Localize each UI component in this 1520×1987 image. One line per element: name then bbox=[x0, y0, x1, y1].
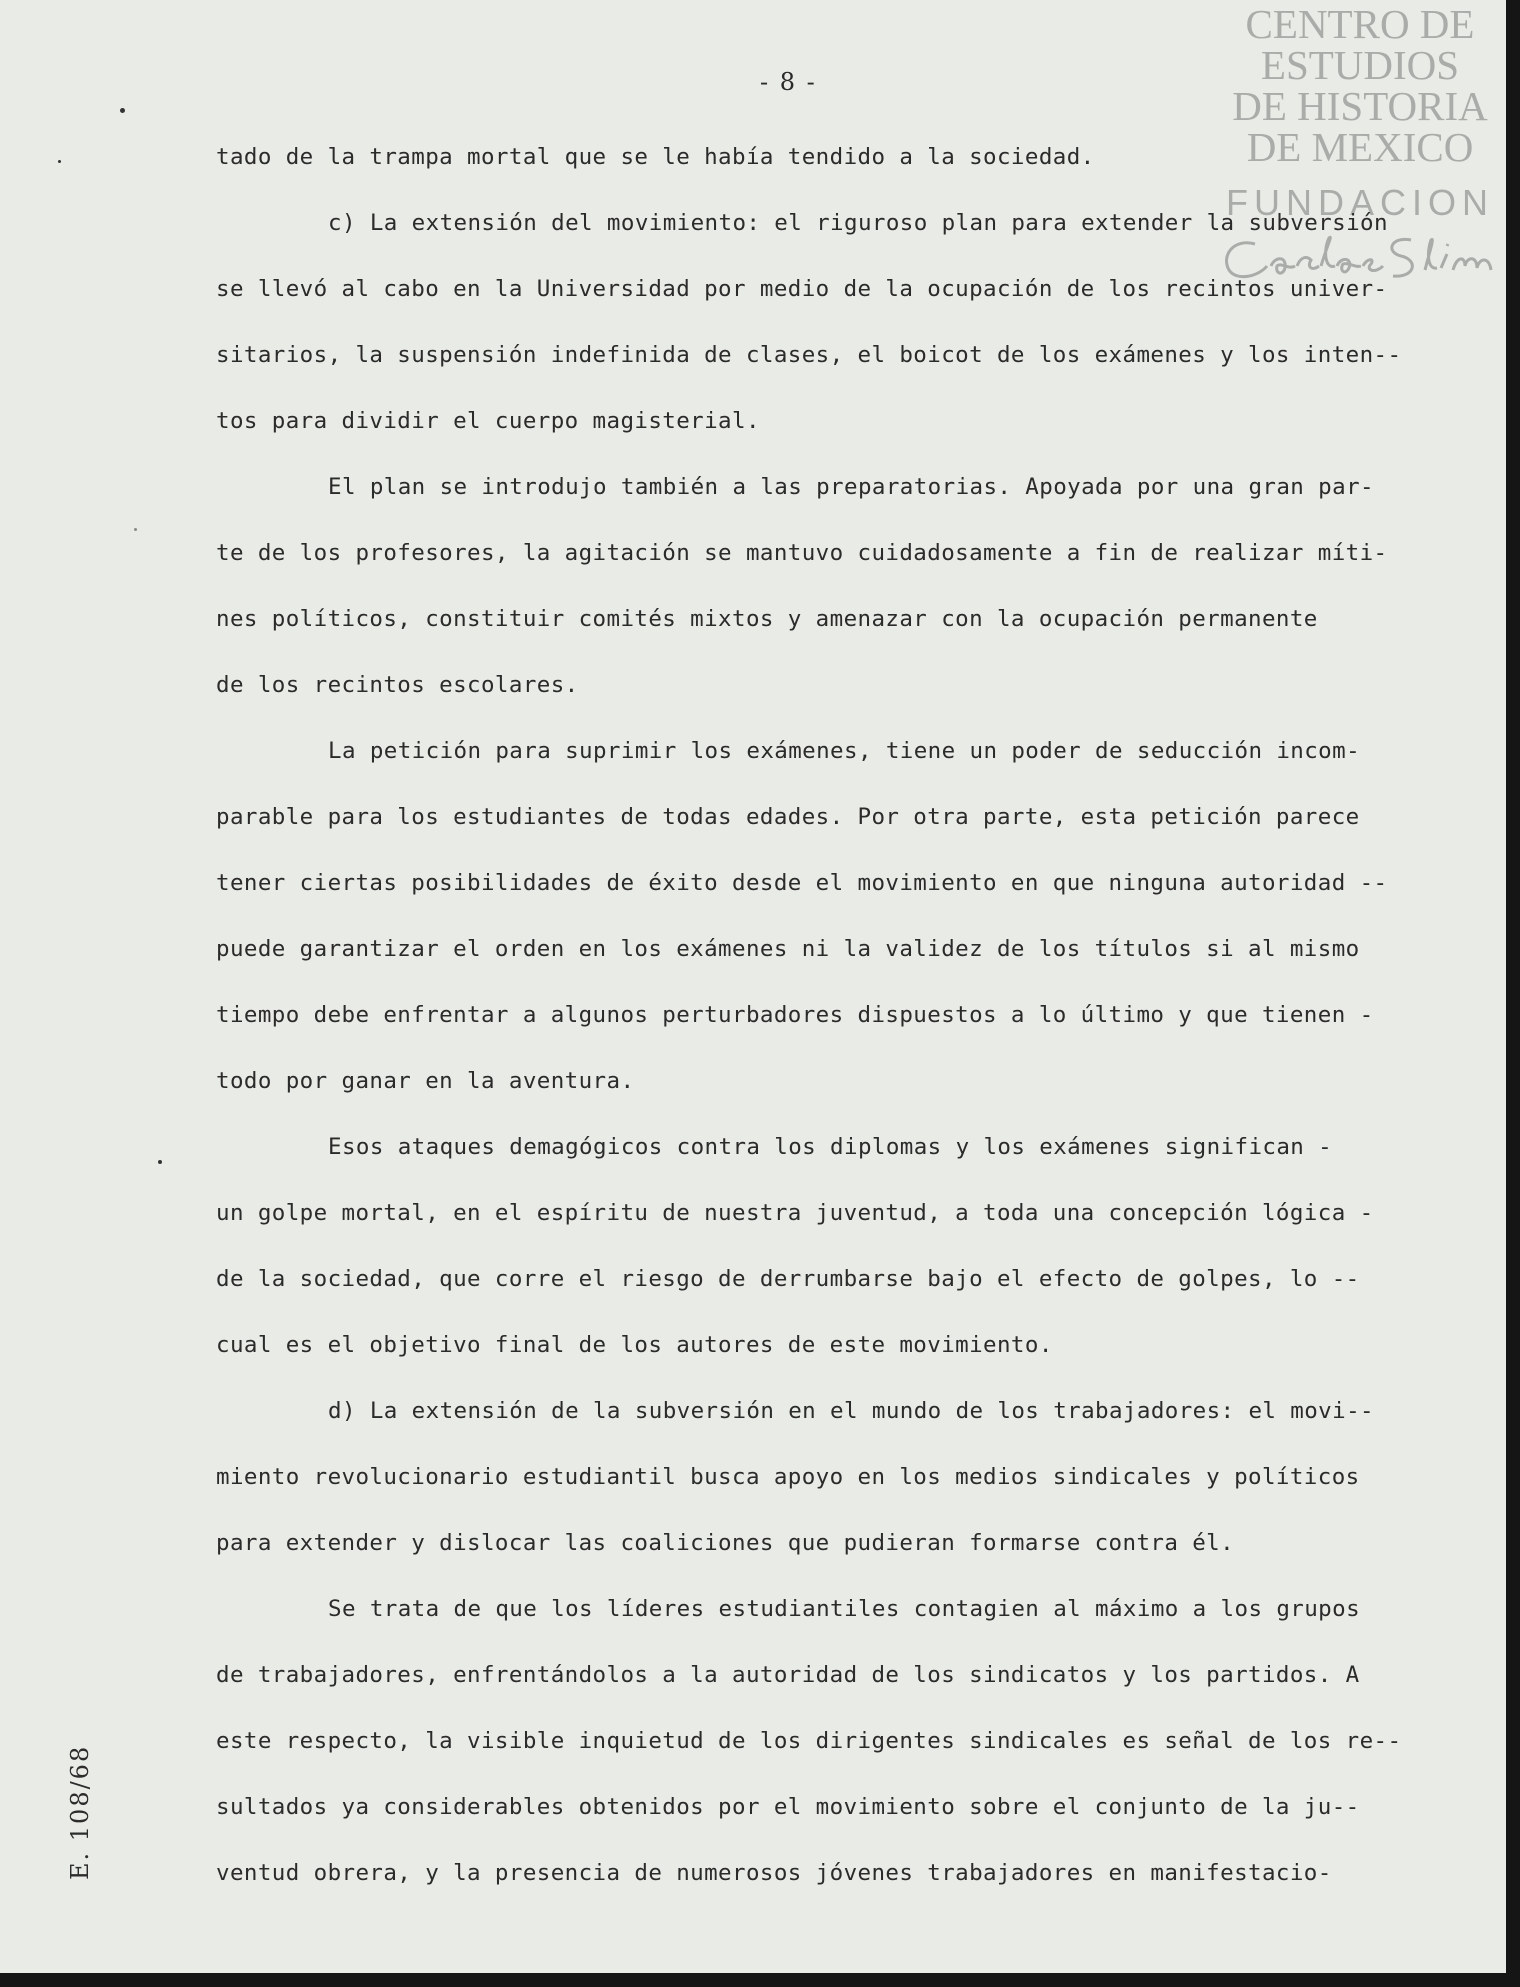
text-line: para extender y dislocar las coaliciones que pudieran formarse contra él. bbox=[216, 1530, 1235, 1556]
text-line: se llevó al cabo en la Universidad por medio de la ocupación de los recintos univer- bbox=[216, 276, 1388, 302]
scan-speck bbox=[58, 160, 61, 163]
watermark-line-3: DE HISTORIA bbox=[1232, 83, 1488, 129]
text-line: Esos ataques demagógicos contra los diplomas y los exámenes significan - bbox=[328, 1134, 1333, 1160]
text-line: todo por ganar en la aventura. bbox=[216, 1068, 635, 1094]
text-line: de los recintos escolares. bbox=[216, 672, 579, 698]
text-line: El plan se introdujo también a las preparatorias. Apoyada por una gran par- bbox=[328, 474, 1374, 500]
archive-reference: E. 108/68 bbox=[66, 1744, 94, 1880]
watermark-line-2: ESTUDIOS bbox=[1260, 42, 1460, 88]
text-line: tiempo debe enfrentar a algunos perturbadores dispuestos a lo último y que tienen - bbox=[216, 1002, 1374, 1028]
text-line: sitarios, la suspensión indefinida de clases, el boicot de los exámenes y los inten-- bbox=[216, 342, 1402, 368]
page-number: - 8 - bbox=[760, 68, 817, 96]
text-line: miento revolucionario estudiantil busca apoyo en los medios sindicales y políticos bbox=[216, 1464, 1360, 1490]
text-line: d) La extensión de la subversión en el mundo de los trabajadores: el movi-- bbox=[328, 1398, 1374, 1424]
watermark-foundation: FUNDACION bbox=[1226, 182, 1494, 223]
text-line: nes políticos, constituir comités mixtos y amenazar con la ocupación permanente bbox=[216, 606, 1318, 632]
document-body bbox=[216, 142, 1456, 1924]
text-line: cual es el objetivo final de los autores de este movimiento. bbox=[216, 1332, 1053, 1358]
scan-speck bbox=[134, 528, 137, 531]
text-line: ventud obrera, y la presencia de numerosos jóvenes trabajadores en manifestacio- bbox=[216, 1860, 1332, 1886]
text-line: tener ciertas posibilidades de éxito desde el movimiento en que ninguna autoridad -- bbox=[216, 870, 1388, 896]
scan-frame-edge bbox=[1506, 0, 1520, 1987]
text-line: tado de la trampa mortal que se le había tendido a la sociedad. bbox=[216, 144, 1095, 170]
text-line: te de los profesores, la agitación se mantuvo cuidadosamente a fin de realizar míti- bbox=[216, 540, 1388, 566]
text-line: de trabajadores, enfrentándolos a la autoridad de los sindicatos y los partidos. A bbox=[216, 1662, 1360, 1688]
text-line: un golpe mortal, en el espíritu de nuestra juventud, a toda una concepción lógica - bbox=[216, 1200, 1374, 1226]
scan-speck bbox=[120, 108, 125, 113]
text-line: sultados ya considerables obtenidos por el movimiento sobre el conjunto de la ju-- bbox=[216, 1794, 1360, 1820]
text-line: Se trata de que los líderes estudiantiles contagien al máximo a los grupos bbox=[328, 1596, 1361, 1622]
text-line: puede garantizar el orden en los exámenes ni la validez de los títulos si al mismo bbox=[216, 936, 1360, 962]
text-line: La petición para suprimir los exámenes, tiene un poder de seducción incom- bbox=[328, 738, 1361, 764]
text-line: de la sociedad, que corre el riesgo de derrumbarse bajo el efecto de golpes, lo -- bbox=[216, 1266, 1360, 1292]
text-line: c) La extensión del movimiento: el riguroso plan para extender la subversión bbox=[328, 210, 1388, 236]
watermark-line-4: DE MEXICO bbox=[1246, 124, 1474, 170]
text-line: este respecto, la visible inquietud de los dirigentes sindicales es señal de los re-- bbox=[216, 1728, 1402, 1754]
scan-frame-edge bbox=[0, 1973, 1520, 1987]
text-line: tos para dividir el cuerpo magisterial. bbox=[216, 408, 760, 434]
watermark-line-1: CENTRO DE bbox=[1245, 1, 1475, 47]
text-line: parable para los estudiantes de todas edades. Por otra parte, esta petición parece bbox=[216, 804, 1360, 830]
scan-speck bbox=[158, 1160, 162, 1164]
